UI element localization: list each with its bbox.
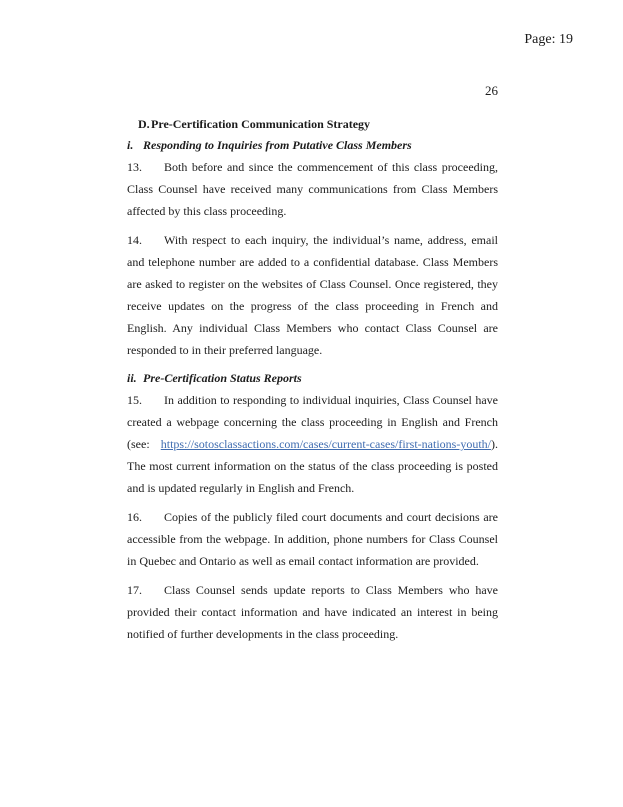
paragraph-14-number: 14. [127, 233, 142, 247]
paragraph-17-number: 17. [127, 583, 142, 597]
folio-page-number: 26 [485, 83, 498, 98]
paragraph-16-number: 16. [127, 510, 142, 524]
section-heading-d-label: D. [138, 117, 150, 131]
paragraph-17-text: Class Counsel sends update reports to Class Members who have provided their contact information and have indicated an interest in being notified of further developments in the class proceeding. [127, 583, 498, 641]
subsection-heading-i-label: i. [127, 138, 134, 152]
subsection-heading-ii [127, 368, 498, 389]
paragraph-13-text: Both before and since the commencement of this class proceeding, Class Counsel have received many communications from Class Members affected by this class proceeding. [127, 160, 498, 218]
paragraph-13 [127, 156, 498, 222]
webpage-hyperlink[interactable]: https://sotosclassactions.com/cases/current-cases/first-nations-youth/ [160, 437, 491, 451]
paragraph-14-text: With respect to each inquiry, the individual’s name, address, email and telephone number are added to a confidential database. Class Members are asked to register on the websites of Class Counsel. Once registered, they receive updates on the progress of the class proceeding in French and English. Any individual Class Members who contact Class Counsel are responded to in their preferred language. [127, 233, 498, 357]
page-header-label: Page: 19 [524, 32, 573, 47]
paragraph-16-text: Copies of the publicly filed court documents and court decisions are accessible from the webpage. In addition, phone numbers for Class Counsel in Quebec and Ontario as well as email contact information are provided. [127, 510, 498, 568]
subsection-heading-i [127, 135, 498, 156]
section-heading-d-title: Pre-Certification Communication Strategy [151, 117, 371, 131]
paragraph-15-text-after-link: ). The most current information on the status of the class proceeding is posted and is updated regularly in English and French. [127, 437, 498, 495]
paragraph-15-text-before-link: In addition to responding to individual inquiries, Class Counsel have created a webpage concerning the class proceeding in English and French (see: [127, 393, 498, 451]
subsection-heading-ii-label: ii. [127, 371, 137, 385]
paragraph-13-number: 13. [127, 160, 142, 174]
subsection-heading-ii-title: Pre-Certification Status Reports [143, 371, 302, 385]
paragraph-16 [127, 506, 498, 572]
document-body [127, 114, 498, 652]
paragraph-17 [127, 579, 498, 645]
paragraph-14 [127, 229, 498, 361]
paragraph-15 [127, 389, 498, 499]
subsection-heading-i-title: Responding to Inquiries from Putative Class Members [143, 138, 412, 152]
paragraph-15-number: 15. [127, 393, 142, 407]
section-heading-d [127, 114, 498, 135]
